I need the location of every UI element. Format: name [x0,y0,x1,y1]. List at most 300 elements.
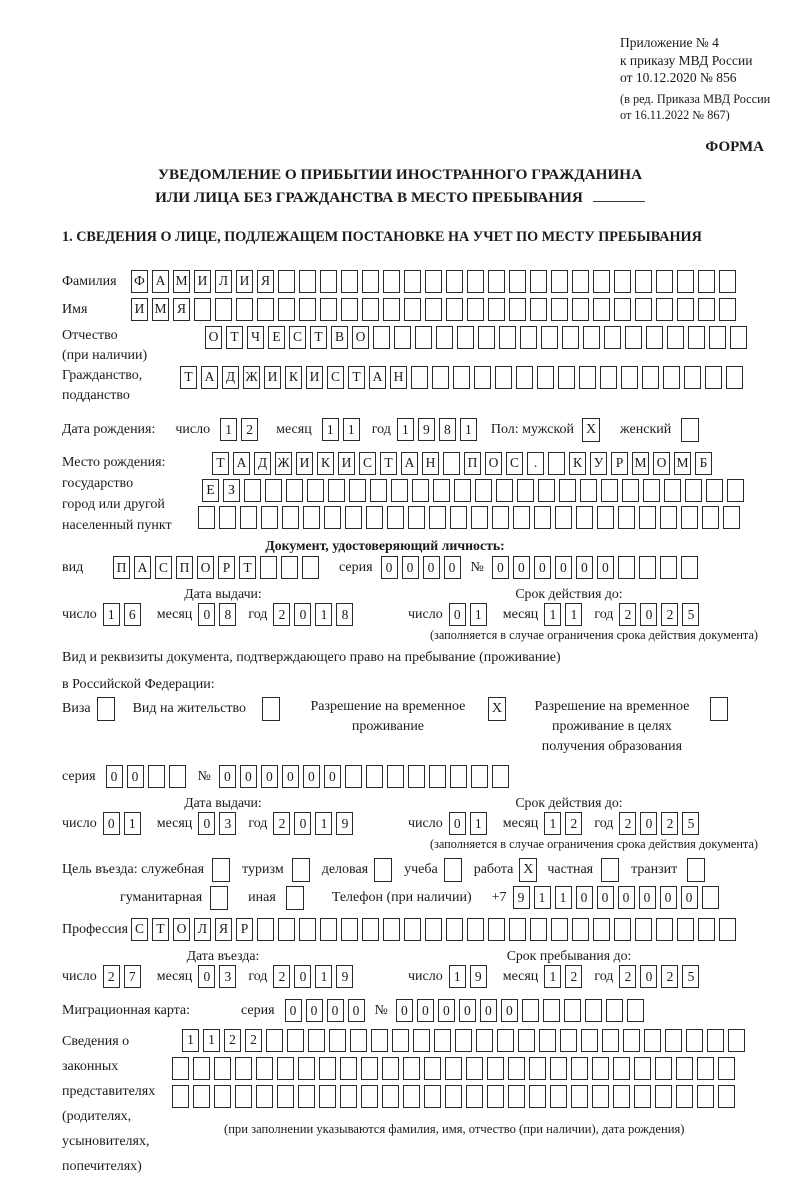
form-cell[interactable] [613,1085,630,1108]
form-cell[interactable] [350,1029,367,1052]
form-cell[interactable]: 0 [306,999,323,1022]
form-cell[interactable]: Я [215,918,232,941]
form-cell[interactable]: 2 [273,812,290,835]
form-cell[interactable]: 0 [348,999,365,1022]
form-cell[interactable]: Т [226,326,243,349]
form-cell[interactable]: 1 [449,965,466,988]
form-cell[interactable] [655,1057,672,1080]
form-cell[interactable]: С [155,556,172,579]
form-cell[interactable]: 0 [381,556,398,579]
form-cell[interactable] [543,999,560,1022]
form-cell[interactable]: 0 [219,765,236,788]
form-cell[interactable] [467,298,484,321]
form-cell[interactable]: 1 [397,418,414,441]
form-cell[interactable] [634,1057,651,1080]
form-cell[interactable] [551,918,568,941]
form-cell[interactable] [302,556,319,579]
form-cell[interactable]: О [205,326,222,349]
form-cell[interactable] [593,298,610,321]
form-cell[interactable] [282,506,299,529]
form-cell[interactable] [450,506,467,529]
form-cell[interactable] [475,479,492,502]
form-cell[interactable] [148,765,165,788]
form-cell[interactable]: 0 [513,556,530,579]
form-cell[interactable]: 8 [336,603,353,626]
form-cell[interactable] [550,1057,567,1080]
form-cell[interactable]: 3 [219,965,236,988]
form-cell[interactable]: 0 [444,556,461,579]
form-cell[interactable]: 1 [544,812,561,835]
form-cell[interactable] [496,479,513,502]
form-cell[interactable] [193,1085,210,1108]
form-cell[interactable]: 1 [470,603,487,626]
form-cell[interactable]: Р [611,452,628,475]
form-cell[interactable] [719,298,736,321]
form-cell[interactable]: Н [390,366,407,389]
form-cell[interactable]: О [485,452,502,475]
form-cell[interactable] [580,479,597,502]
form-cell[interactable] [341,918,358,941]
form-cell[interactable] [97,697,115,721]
form-cell[interactable] [303,506,320,529]
form-cell[interactable]: 0 [198,603,215,626]
form-cell[interactable]: 0 [449,603,466,626]
form-cell[interactable]: Л [215,270,232,293]
form-cell[interactable]: Ж [275,452,292,475]
form-cell[interactable] [362,270,379,293]
form-cell[interactable] [307,479,324,502]
form-cell[interactable] [676,1085,693,1108]
form-cell[interactable] [719,270,736,293]
form-cell[interactable] [726,366,743,389]
form-cell[interactable]: 2 [273,603,290,626]
form-cell[interactable]: 0 [417,999,434,1022]
form-cell[interactable]: 1 [315,965,332,988]
form-cell[interactable] [244,479,261,502]
form-cell[interactable] [169,765,186,788]
form-cell[interactable]: 1 [124,812,141,835]
form-cell[interactable] [373,326,390,349]
form-cell[interactable] [415,326,432,349]
form-cell[interactable] [278,298,295,321]
form-cell[interactable] [656,918,673,941]
form-cell[interactable] [634,1085,651,1108]
form-cell[interactable]: 0 [459,999,476,1022]
form-cell[interactable] [308,1029,325,1052]
form-cell[interactable] [604,326,621,349]
form-cell[interactable] [508,1085,525,1108]
form-cell[interactable]: 8 [219,603,236,626]
form-cell[interactable]: X [582,418,600,442]
form-cell[interactable]: Д [254,452,271,475]
form-cell[interactable] [643,479,660,502]
form-cell[interactable]: 5 [682,603,699,626]
form-cell[interactable] [646,326,663,349]
form-cell[interactable]: 0 [127,765,144,788]
form-cell[interactable] [718,1085,735,1108]
form-cell[interactable] [467,270,484,293]
form-cell[interactable]: 1 [544,965,561,988]
form-cell[interactable] [684,366,701,389]
form-cell[interactable] [518,1029,535,1052]
form-cell[interactable] [730,326,747,349]
form-cell[interactable]: 2 [661,603,678,626]
form-cell[interactable] [215,298,232,321]
form-cell[interactable] [555,506,572,529]
form-cell[interactable] [193,1057,210,1080]
form-cell[interactable] [366,506,383,529]
form-cell[interactable]: У [590,452,607,475]
form-cell[interactable] [530,918,547,941]
form-cell[interactable]: И [264,366,281,389]
form-cell[interactable] [516,366,533,389]
form-cell[interactable]: Е [268,326,285,349]
form-cell[interactable] [446,918,463,941]
form-cell[interactable] [635,270,652,293]
form-cell[interactable] [219,506,236,529]
form-cell[interactable]: Т [239,556,256,579]
form-cell[interactable] [341,270,358,293]
form-cell[interactable]: 6 [124,603,141,626]
form-cell[interactable] [723,506,740,529]
form-cell[interactable] [281,556,298,579]
form-cell[interactable] [622,479,639,502]
form-cell[interactable] [411,366,428,389]
form-cell[interactable]: 0 [492,556,509,579]
form-cell[interactable]: И [338,452,355,475]
form-cell[interactable] [257,918,274,941]
form-cell[interactable] [425,918,442,941]
form-cell[interactable] [581,1029,598,1052]
form-cell[interactable] [487,1085,504,1108]
form-cell[interactable] [467,918,484,941]
form-cell[interactable] [529,1057,546,1080]
form-cell[interactable] [688,326,705,349]
form-cell[interactable] [404,270,421,293]
form-cell[interactable]: Б [695,452,712,475]
form-cell[interactable] [214,1057,231,1080]
form-cell[interactable] [329,1029,346,1052]
form-cell[interactable] [613,1057,630,1080]
form-cell[interactable]: М [173,270,190,293]
form-cell[interactable] [572,918,589,941]
form-cell[interactable] [627,999,644,1022]
form-cell[interactable] [324,506,341,529]
form-cell[interactable]: 9 [336,812,353,835]
form-cell[interactable] [660,556,677,579]
form-cell[interactable] [453,366,470,389]
form-cell[interactable]: 0 [103,812,120,835]
form-cell[interactable] [466,1085,483,1108]
form-cell[interactable] [361,1085,378,1108]
form-cell[interactable] [492,765,509,788]
form-cell[interactable] [286,886,304,910]
form-cell[interactable] [434,1029,451,1052]
form-cell[interactable] [408,506,425,529]
form-cell[interactable]: 9 [470,965,487,988]
form-cell[interactable]: 2 [224,1029,241,1052]
form-cell[interactable]: 0 [555,556,572,579]
form-cell[interactable]: 1 [544,603,561,626]
form-cell[interactable]: 1 [534,886,551,909]
form-cell[interactable]: 0 [285,999,302,1022]
form-cell[interactable]: 0 [261,765,278,788]
form-cell[interactable] [374,858,392,882]
form-cell[interactable] [466,1057,483,1080]
form-cell[interactable]: 9 [336,965,353,988]
form-cell[interactable] [454,479,471,502]
form-cell[interactable] [597,506,614,529]
form-cell[interactable]: Т [310,326,327,349]
form-cell[interactable] [277,1057,294,1080]
form-cell[interactable] [606,999,623,1022]
form-cell[interactable] [278,270,295,293]
form-cell[interactable]: 0 [576,886,593,909]
form-cell[interactable]: Т [152,918,169,941]
form-cell[interactable] [676,1057,693,1080]
form-cell[interactable] [585,999,602,1022]
form-cell[interactable] [492,506,509,529]
form-cell[interactable]: 0 [294,812,311,835]
form-cell[interactable] [366,765,383,788]
form-cell[interactable]: 2 [661,812,678,835]
form-cell[interactable] [656,298,673,321]
form-cell[interactable]: 0 [198,812,215,835]
form-cell[interactable] [614,298,631,321]
form-cell[interactable] [509,918,526,941]
form-cell[interactable] [623,1029,640,1052]
form-cell[interactable] [655,1085,672,1108]
form-cell[interactable] [614,270,631,293]
form-cell[interactable]: 0 [106,765,123,788]
form-cell[interactable] [520,326,537,349]
form-cell[interactable]: Я [173,298,190,321]
form-cell[interactable] [551,270,568,293]
form-cell[interactable] [235,1057,252,1080]
form-cell[interactable] [529,1085,546,1108]
form-cell[interactable] [425,270,442,293]
form-cell[interactable] [443,452,460,475]
form-cell[interactable] [214,1085,231,1108]
form-cell[interactable]: 0 [396,999,413,1022]
form-cell[interactable]: 2 [241,418,258,441]
form-cell[interactable]: 2 [273,965,290,988]
form-cell[interactable] [677,298,694,321]
form-cell[interactable] [644,1029,661,1052]
form-cell[interactable] [687,858,705,882]
form-cell[interactable] [345,765,362,788]
form-cell[interactable] [602,1029,619,1052]
form-cell[interactable] [319,1085,336,1108]
form-cell[interactable] [455,1029,472,1052]
form-cell[interactable]: Е [202,479,219,502]
form-cell[interactable] [681,506,698,529]
form-cell[interactable] [292,858,310,882]
form-cell[interactable] [256,1085,273,1108]
form-cell[interactable] [709,326,726,349]
form-cell[interactable] [424,1085,441,1108]
form-cell[interactable] [436,326,453,349]
form-cell[interactable] [383,918,400,941]
form-cell[interactable] [576,506,593,529]
form-cell[interactable]: 0 [324,765,341,788]
form-cell[interactable] [705,366,722,389]
form-cell[interactable]: X [488,697,506,721]
form-cell[interactable] [718,1057,735,1080]
form-cell[interactable] [320,270,337,293]
form-cell[interactable]: X [519,858,537,882]
form-cell[interactable] [618,556,635,579]
form-cell[interactable] [495,366,512,389]
form-cell[interactable] [298,1085,315,1108]
form-cell[interactable] [287,1029,304,1052]
form-cell[interactable] [625,326,642,349]
form-cell[interactable] [681,556,698,579]
form-cell[interactable] [706,479,723,502]
form-cell[interactable] [412,479,429,502]
form-cell[interactable]: 2 [619,603,636,626]
form-cell[interactable]: 1 [315,603,332,626]
form-cell[interactable] [408,765,425,788]
form-cell[interactable]: К [317,452,334,475]
form-cell[interactable] [444,858,462,882]
form-cell[interactable] [404,298,421,321]
form-cell[interactable] [403,1085,420,1108]
form-cell[interactable] [320,298,337,321]
form-cell[interactable] [487,1057,504,1080]
form-cell[interactable]: 0 [576,556,593,579]
form-cell[interactable] [513,506,530,529]
form-cell[interactable]: 0 [303,765,320,788]
form-cell[interactable]: 1 [470,812,487,835]
form-cell[interactable] [593,270,610,293]
form-cell[interactable] [403,1057,420,1080]
form-cell[interactable]: 0 [597,556,614,579]
form-cell[interactable]: П [176,556,193,579]
form-cell[interactable]: 0 [639,886,656,909]
form-cell[interactable] [579,366,596,389]
form-cell[interactable] [667,326,684,349]
form-cell[interactable]: С [506,452,523,475]
form-cell[interactable] [471,506,488,529]
form-cell[interactable] [404,918,421,941]
form-cell[interactable]: 1 [343,418,360,441]
form-cell[interactable]: Ф [131,270,148,293]
form-cell[interactable] [592,1057,609,1080]
form-cell[interactable]: 7 [124,965,141,988]
form-cell[interactable] [277,1085,294,1108]
form-cell[interactable]: Т [380,452,397,475]
form-cell[interactable] [564,999,581,1022]
form-cell[interactable]: 1 [220,418,237,441]
form-cell[interactable] [172,1085,189,1108]
form-cell[interactable] [328,479,345,502]
form-cell[interactable]: Т [212,452,229,475]
form-cell[interactable] [450,765,467,788]
form-cell[interactable] [639,506,656,529]
form-cell[interactable]: А [152,270,169,293]
form-cell[interactable] [534,506,551,529]
form-cell[interactable] [340,1085,357,1108]
form-cell[interactable] [445,1057,462,1080]
form-cell[interactable] [429,506,446,529]
form-cell[interactable] [240,506,257,529]
form-cell[interactable] [592,1085,609,1108]
form-cell[interactable] [476,1029,493,1052]
form-cell[interactable]: К [569,452,586,475]
form-cell[interactable]: 0 [402,556,419,579]
form-cell[interactable] [593,918,610,941]
form-cell[interactable]: 1 [460,418,477,441]
form-cell[interactable] [446,270,463,293]
form-cell[interactable] [539,1029,556,1052]
form-cell[interactable] [299,298,316,321]
form-cell[interactable] [551,298,568,321]
form-cell[interactable] [635,918,652,941]
form-cell[interactable]: 0 [640,603,657,626]
form-cell[interactable]: И [236,270,253,293]
form-cell[interactable] [488,270,505,293]
form-cell[interactable] [677,918,694,941]
form-cell[interactable] [509,270,526,293]
form-cell[interactable]: П [113,556,130,579]
form-cell[interactable]: 1 [322,418,339,441]
form-cell[interactable] [698,918,715,941]
form-cell[interactable] [614,918,631,941]
form-cell[interactable] [656,270,673,293]
form-cell[interactable] [387,765,404,788]
form-cell[interactable] [618,506,635,529]
form-cell[interactable]: 0 [640,965,657,988]
form-cell[interactable]: Д [222,366,239,389]
form-cell[interactable] [719,918,736,941]
form-cell[interactable]: 0 [294,603,311,626]
form-cell[interactable] [262,697,280,721]
form-cell[interactable]: 5 [682,965,699,988]
form-cell[interactable]: 0 [449,812,466,835]
form-cell[interactable]: Р [236,918,253,941]
form-cell[interactable]: 1 [315,812,332,835]
form-cell[interactable]: О [197,556,214,579]
form-cell[interactable]: С [131,918,148,941]
form-cell[interactable] [601,858,619,882]
form-cell[interactable] [583,326,600,349]
form-cell[interactable] [522,999,539,1022]
form-cell[interactable] [702,506,719,529]
form-cell[interactable]: З [223,479,240,502]
form-cell[interactable] [299,918,316,941]
form-cell[interactable]: 0 [438,999,455,1022]
form-cell[interactable] [349,479,366,502]
form-cell[interactable] [320,918,337,941]
form-cell[interactable]: . [527,452,544,475]
form-cell[interactable] [635,298,652,321]
form-cell[interactable] [727,479,744,502]
form-cell[interactable] [370,479,387,502]
form-cell[interactable]: 0 [534,556,551,579]
form-cell[interactable]: 0 [660,886,677,909]
form-cell[interactable] [663,366,680,389]
form-cell[interactable] [345,506,362,529]
form-cell[interactable]: Н [422,452,439,475]
form-cell[interactable] [432,366,449,389]
form-cell[interactable] [194,298,211,321]
form-cell[interactable] [550,1085,567,1108]
form-cell[interactable]: И [306,366,323,389]
form-cell[interactable] [361,1057,378,1080]
form-cell[interactable] [538,479,555,502]
form-cell[interactable] [424,1057,441,1080]
